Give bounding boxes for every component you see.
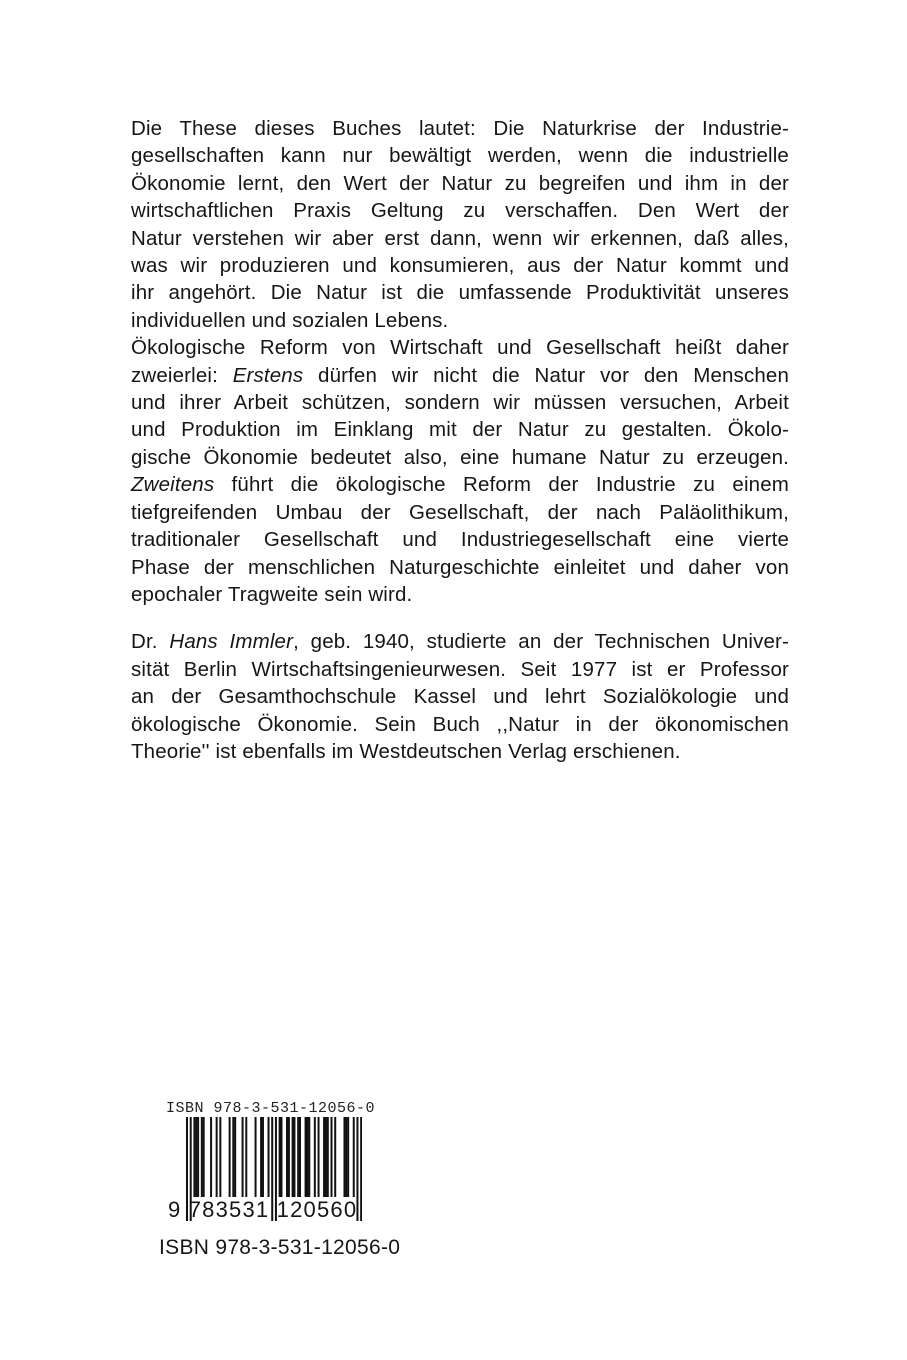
barcode-bar bbox=[360, 1117, 362, 1221]
author-name: Hans Immler bbox=[169, 630, 294, 654]
text-line: Natur verstehen wir aber erst dann, wenn wir erkennen, daß alles, bbox=[131, 226, 789, 250]
text-line: ökologische Ökonomie. Sein Buch ,,Natur in der ökonomischen bbox=[131, 712, 789, 736]
text-line: an der Gesamthochschule Kassel und lehrt Sozialökologie und bbox=[131, 685, 789, 709]
text-line: Zweitens führt die ökologische Reform der Industrie zu einem bbox=[131, 473, 789, 497]
text-line: gesellschaften kann nur bewältigt werden, wenn die industrielle bbox=[131, 144, 789, 168]
text-line: sität Berlin Wirtschaftsingenieurwesen. Seit 1977 ist er Professor bbox=[131, 657, 789, 681]
barcode-bar bbox=[314, 1117, 316, 1197]
barcode-bar bbox=[280, 1117, 282, 1197]
barcode-bar bbox=[347, 1117, 349, 1197]
barcode-bar bbox=[305, 1117, 307, 1197]
text-line: epochaler Tragweite sein wird. bbox=[131, 582, 413, 606]
barcode-bar bbox=[286, 1117, 288, 1197]
emphasis-erstens: Erstens bbox=[232, 363, 304, 387]
blurb-paragraph-2 bbox=[131, 334, 789, 608]
barcode-bar bbox=[210, 1117, 212, 1197]
barcode-bar bbox=[353, 1117, 355, 1197]
barcode-bar bbox=[323, 1117, 325, 1197]
barcode-bar bbox=[260, 1117, 262, 1197]
author-bio bbox=[131, 628, 789, 765]
text-line: Ökologische Reform von Wirtschaft und Gesellschaft heißt daher bbox=[131, 336, 789, 360]
barcode-bar bbox=[234, 1117, 236, 1197]
barcode-bar bbox=[279, 1117, 281, 1197]
text-line: tiefgreifenden Umbau der Gesellschaft, der nach Paläolithikum, bbox=[131, 500, 789, 524]
isbn-number: ISBN 978-3-531-12056-0 bbox=[159, 1236, 401, 1259]
text-line: Dr. Hans Immler, geb. 1940, studierte an der Technischen Univer- bbox=[131, 630, 789, 654]
barcode-bar bbox=[219, 1117, 221, 1197]
barcode-bar bbox=[299, 1117, 301, 1197]
text-line: zweierlei: Erstens dürfen wir nicht die Natur vor den Menschen bbox=[131, 363, 790, 387]
barcode-bar bbox=[325, 1117, 327, 1197]
barcode-bar bbox=[197, 1117, 199, 1197]
barcode-bar bbox=[232, 1117, 234, 1197]
text-line: Theorie'' ist ebenfalls im Westdeutschen Verlag erschienen. bbox=[131, 739, 681, 763]
barcode-bar bbox=[245, 1117, 247, 1197]
barcode-bar bbox=[318, 1117, 320, 1197]
text-line: was wir produzieren und konsumieren, aus der Natur kommt und bbox=[131, 254, 789, 278]
barcode-bar bbox=[292, 1117, 294, 1197]
barcode-bar bbox=[345, 1117, 347, 1197]
text-line: und Produktion im Einklang mit der Natur zu gestalten. Ökolo- bbox=[131, 418, 789, 442]
barcode-bar bbox=[306, 1117, 308, 1197]
barcode-bar bbox=[297, 1117, 299, 1197]
barcode-bar bbox=[268, 1117, 270, 1197]
barcode-bar bbox=[308, 1117, 310, 1197]
emphasis-zweitens: Zweitens bbox=[131, 473, 215, 497]
text-line: individuellen und sozialen Lebens. bbox=[131, 308, 449, 332]
barcode-bar bbox=[203, 1117, 205, 1197]
barcode-isbn-label: ISBN 978-3-531-12056-0 bbox=[166, 1100, 376, 1117]
barcode-bar bbox=[229, 1117, 231, 1197]
barcode-bar bbox=[255, 1117, 257, 1197]
barcode-digits: 9 783531 120560 bbox=[168, 1197, 358, 1222]
text-line: ihr angehört. Die Natur ist die umfassende Produktivität unseres bbox=[131, 281, 789, 305]
blurb-paragraph-1 bbox=[131, 115, 789, 334]
barcode-bar bbox=[288, 1117, 290, 1197]
barcode-bar bbox=[216, 1117, 218, 1197]
barcode-bar bbox=[195, 1117, 197, 1197]
barcode-bar bbox=[334, 1117, 336, 1197]
barcode-bar bbox=[193, 1117, 195, 1197]
text-line: wirtschaftlichen Praxis Geltung zu verschaffen. Den Wert der bbox=[131, 199, 789, 223]
barcode-bar bbox=[293, 1117, 295, 1197]
barcode-bar bbox=[343, 1117, 345, 1197]
text-line: traditionaler Gesellschaft und Industriegesellschaft eine vierte bbox=[131, 528, 789, 552]
barcode-bar bbox=[242, 1117, 244, 1197]
blurb-text bbox=[131, 115, 789, 765]
barcode-bar bbox=[201, 1117, 203, 1197]
text-line: Die These dieses Buches lautet: Die Naturkrise der Industrie- bbox=[131, 117, 789, 140]
barcode-bar bbox=[331, 1117, 333, 1197]
barcode-bar bbox=[327, 1117, 329, 1197]
text-line: und ihrer Arbeit schützen, sondern wir müssen versuchen, Arbeit bbox=[131, 391, 789, 415]
text-line: Phase der menschlichen Naturgeschichte einleitet und daher von bbox=[131, 555, 789, 579]
text-line: gische Ökonomie bedeutet also, eine humane Natur zu erzeugen. bbox=[131, 445, 789, 469]
text-line: Ökonomie lernt, den Wert der Natur zu begreifen und ihm in der bbox=[131, 171, 789, 195]
barcode-bar bbox=[262, 1117, 264, 1197]
